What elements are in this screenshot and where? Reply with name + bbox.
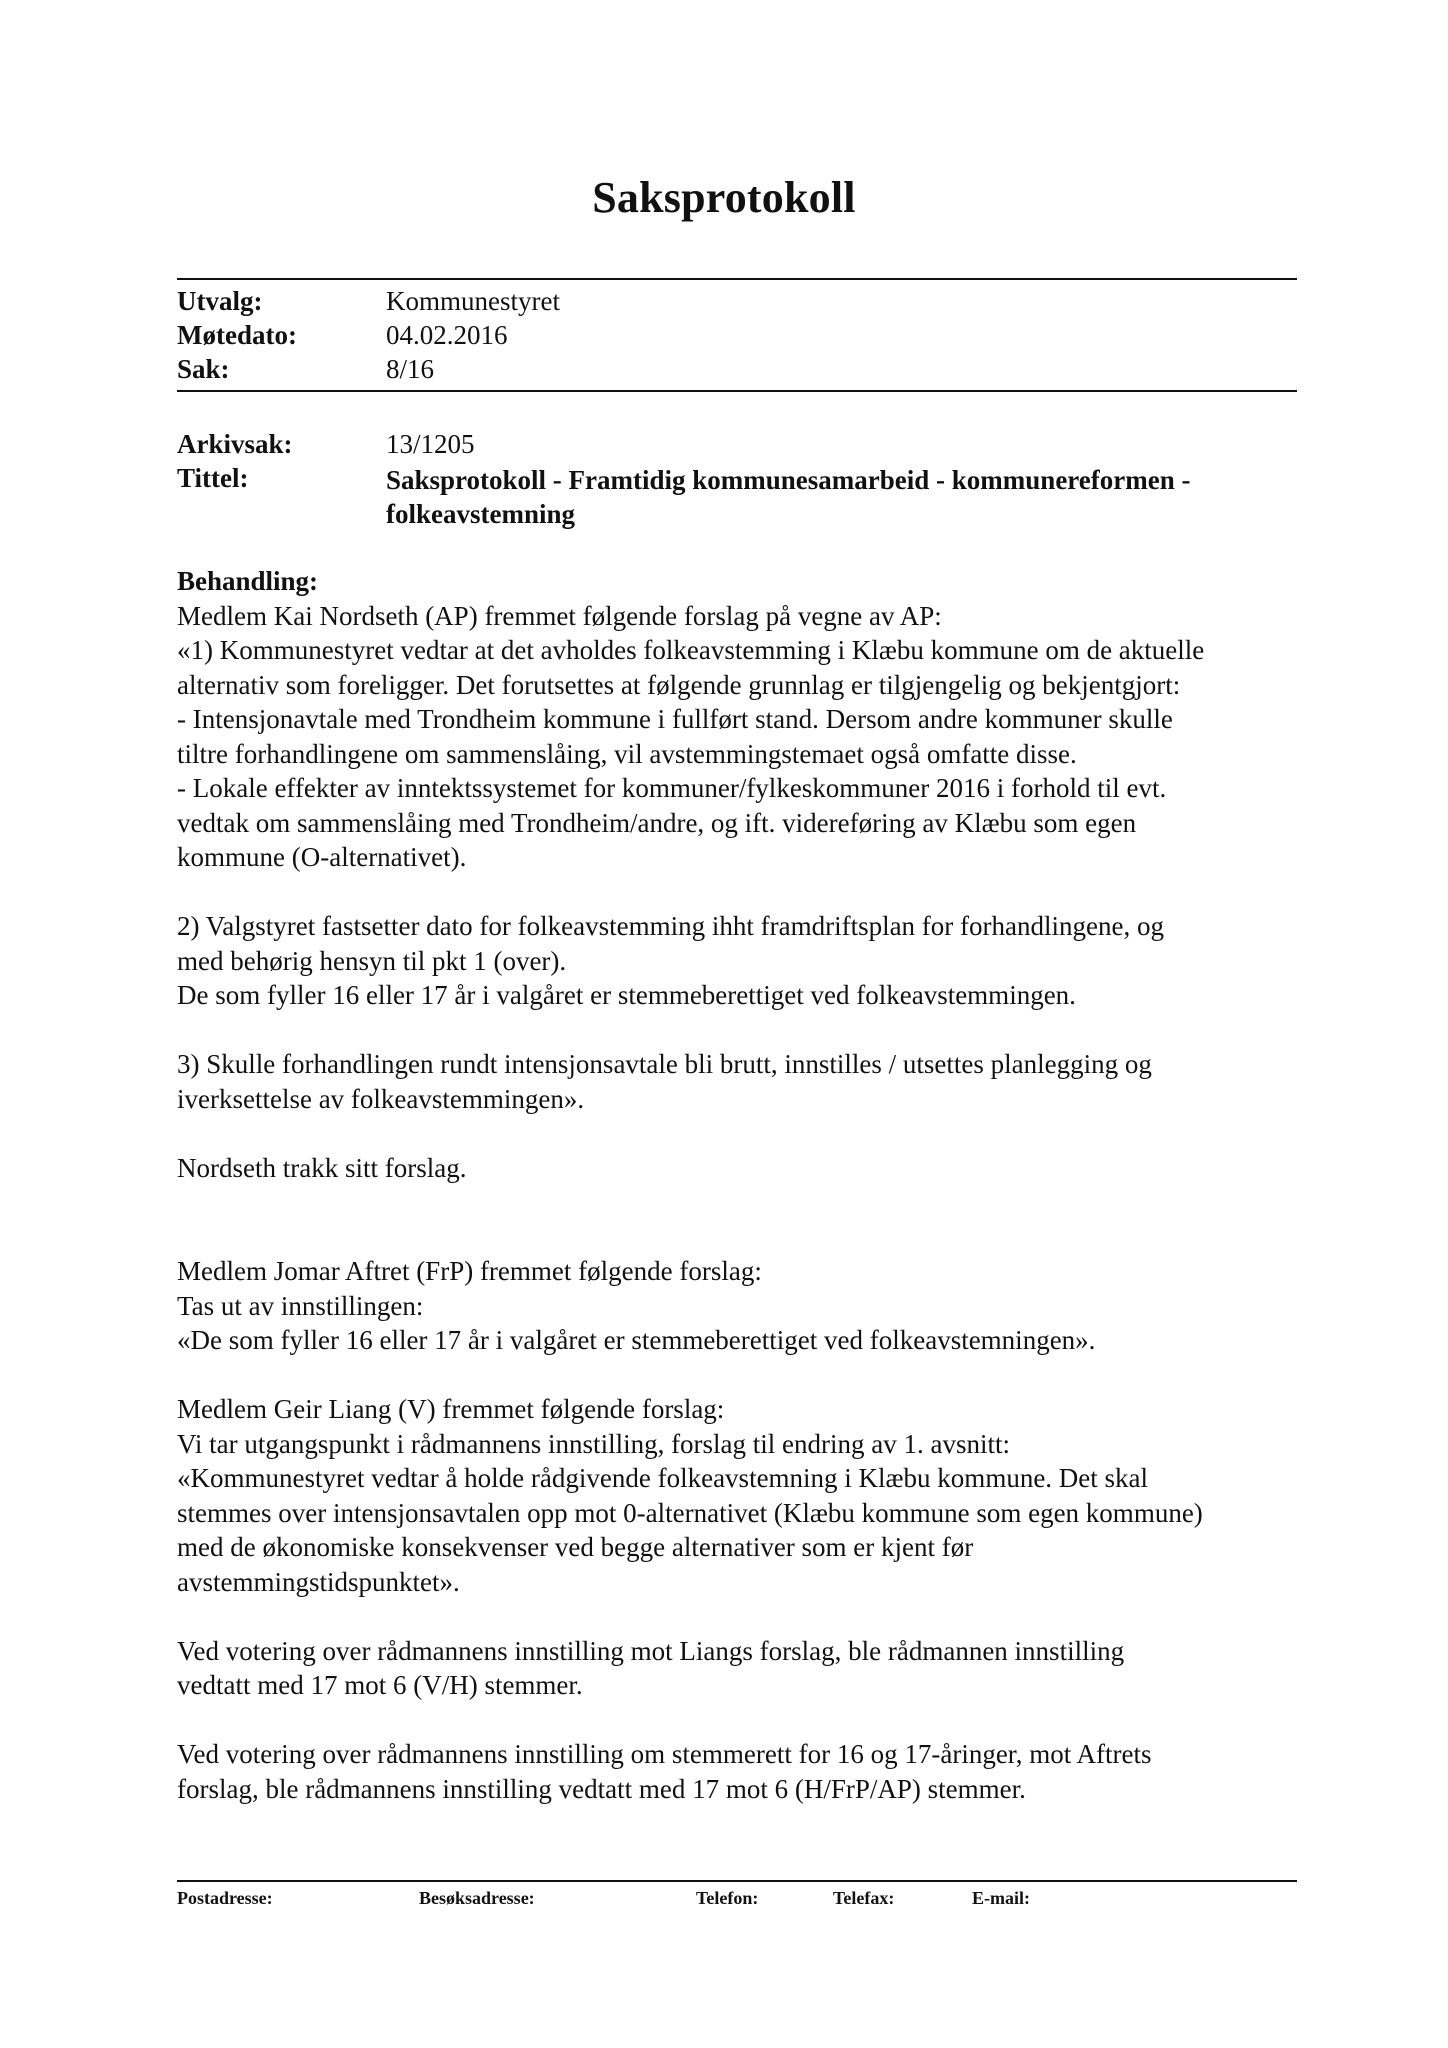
paragraph-line: «Kommunestyret vedtar å holde rådgivende folkeavstemning i Klæbu kommune. Det skal xyxy=(177,1463,1149,1493)
behandling-section xyxy=(177,564,1307,1806)
utvalg-value: Kommunestyret xyxy=(386,286,560,316)
paragraph-line: vedtak om sammenslåing med Trondheim/andre, og ift. videreføring av Klæbu som egen xyxy=(177,807,1137,838)
paragraph-line: Medlem Geir Liang (V) fremmet følgende forslag: xyxy=(177,1394,725,1424)
paragraph-line: Nordseth trakk sitt forslag. xyxy=(177,1152,467,1183)
tittel-label: Tittel: xyxy=(177,463,249,493)
paragraph-line: kommune (O-alternativet). xyxy=(177,842,467,872)
arkivsak-value: 13/1205 xyxy=(386,429,475,459)
paragraph-line: Ved votering over rådmannens innstilling mot Liangs forslag, ble rådmannen innstilling xyxy=(177,1635,1125,1666)
paragraph-line: med behørig hensyn til pkt 1 (over). xyxy=(177,945,567,976)
footer-postadresse: Postadresse: xyxy=(177,1888,273,1908)
utvalg-label: Utvalg: xyxy=(177,286,263,316)
paragraph-line: Ved votering over rådmannens innstilling om stemmerett for 16 og 17-åringer, mot Aftrets xyxy=(177,1739,1152,1769)
paragraph-line: med de økonomiske konsekvenser ved begge alternativer som er kjent før xyxy=(177,1532,974,1562)
footer-telefax: Telefax: xyxy=(833,1888,895,1908)
paragraph-line: avstemmingstidspunktet». xyxy=(177,1566,460,1597)
paragraph-line: 2) Valgstyret fastsetter dato for folkeavstemming ihht framdriftsplan for forhandlingene, og xyxy=(177,911,1164,941)
footer-email: E-mail: xyxy=(972,1888,1030,1908)
tittel-value: Saksprotokoll - Framtidig kommunesamarbeid - kommunereformen - folkeavstemning xyxy=(386,465,1191,529)
paragraph-line: forslag, ble rådmannens innstilling vedtatt med 17 mot 6 (H/FrP/AP) stemmer. xyxy=(177,1773,1026,1804)
arkivsak-label: Arkivsak: xyxy=(177,429,293,459)
motedato-label: Møtedato: xyxy=(177,320,297,350)
paragraph-line: Medlem Jomar Aftret (FrP) fremmet følgende forslag: xyxy=(177,1256,762,1286)
paragraph-line: vedtatt med 17 mot 6 (V/H) stemmer. xyxy=(177,1670,583,1700)
paragraph-line: - Lokale effekter av inntektssystemet for kommuner/fylkeskommuner 2016 i forhold til evt. xyxy=(177,773,1167,803)
paragraph-line: De som fyller 16 eller 17 år i valgåret er stemmeberettiget ved folkeavstemmingen. xyxy=(177,980,1076,1010)
sak-label: Sak: xyxy=(177,354,230,384)
paragraph-line: Medlem Kai Nordseth (AP) fremmet følgende forslag på vegne av AP: xyxy=(177,600,942,631)
paragraph-line: Vi tar utgangspunkt i rådmannens innstilling, forslag til endring av 1. avsnitt: xyxy=(177,1428,1011,1459)
footer-telefon: Telefon: xyxy=(696,1888,759,1908)
paragraph-line: - Intensjonavtale med Trondheim kommune i fullført stand. Dersom andre kommuner skulle xyxy=(177,704,1173,734)
paragraph-line: alternativ som foreligger. Det forutsettes at følgende grunnlag er tilgjengelig og bekjentgjort: xyxy=(177,669,1181,700)
paragraph-line: stemmes over intensjonsavtalen opp mot 0-alternativet (Klæbu kommune som egen kommune) xyxy=(177,1497,1203,1528)
header-top-rule xyxy=(177,278,1297,280)
paragraph-line: «De som fyller 16 eller 17 år i valgåret er stemmeberettiget ved folkeavstemningen». xyxy=(177,1325,1096,1355)
page-title: Saksprotokoll xyxy=(592,173,856,222)
motedato-value: 04.02.2016 xyxy=(386,320,508,350)
paragraph-line: iverksettelse av folkeavstemmingen». xyxy=(177,1083,585,1114)
sak-value: 8/16 xyxy=(386,354,435,384)
footer-besoksadresse: Besøksadresse: xyxy=(419,1888,535,1908)
paragraph-line: Tas ut av innstillingen: xyxy=(177,1290,424,1321)
paragraph-line: «1) Kommunestyret vedtar at det avholdes folkeavstemming i Klæbu kommune om de aktuelle xyxy=(177,635,1205,665)
behandling-heading: Behandling: xyxy=(177,566,319,596)
footer-rule xyxy=(177,1880,1297,1882)
header-bottom-rule xyxy=(177,390,1297,392)
paragraph-line: 3) Skulle forhandlingen rundt intensjonsavtale bli brutt, innstilles / utsettes planlegging og xyxy=(177,1049,1152,1079)
paragraph-line: tiltre forhandlingene om sammenslåing, vil avstemmingstemaet også omfatte disse. xyxy=(177,738,1077,769)
